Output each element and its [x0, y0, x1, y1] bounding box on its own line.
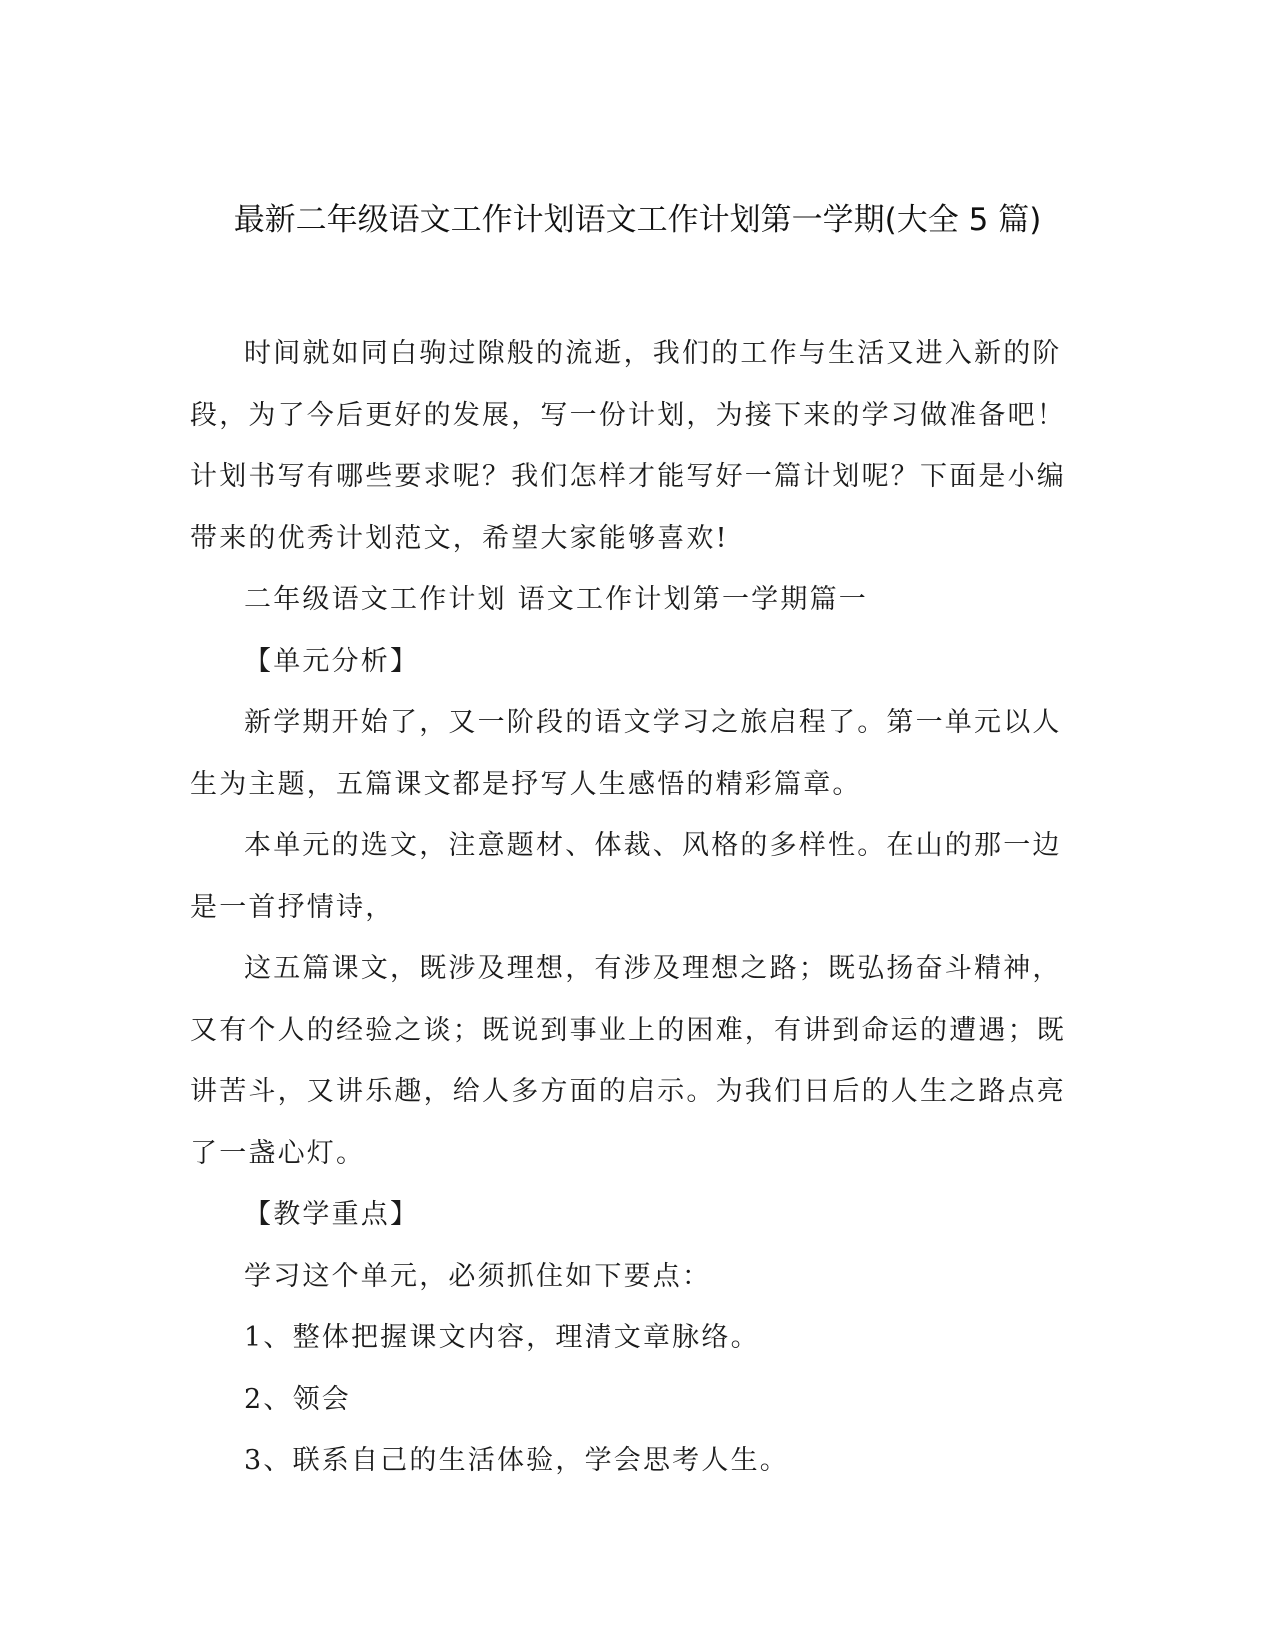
- intro-paragraph: 时间就如同白驹过隙般的流逝，我们的工作与生活又进入新的阶段，为了今后更好的发展，写一份计划，为接下来的学习做准备吧！计划书写有哪些要求呢？我们怎样才能写好一篇计划呢？下面是小编带来的优秀计划范文，希望大家能够喜欢!: [190, 338, 1066, 554]
- body-paragraph: 学习这个单元，必须抓住如下要点：: [244, 1260, 712, 1292]
- document-body: [190, 323, 1080, 1492]
- list-item: 2、领会: [244, 1383, 351, 1415]
- document-title: 最新二年级语文工作计划语文工作计划第一学期(大全 5 篇): [233, 202, 1042, 238]
- section-heading: 二年级语文工作计划 语文工作计划第一学期篇一: [244, 584, 868, 615]
- unit-analysis-heading: 【单元分析】: [244, 645, 420, 677]
- body-paragraph: 这五篇课文，既涉及理想，有涉及理想之路；既弘扬奋斗精神，又有个人的经验之谈；既说到事业上的困难，有讲到命运的遭遇；既讲苦斗，又讲乐趣，给人多方面的启示。为我们日后的人生之路点亮了一盏心灯。: [190, 953, 1066, 1169]
- body-paragraph: 本单元的选文，注意题材、体裁、风格的多样性。在山的那一边是一首抒情诗，: [190, 830, 1062, 923]
- body-paragraph: 新学期开始了，又一阶段的语文学习之旅启程了。第一单元以人生为主题，五篇课文都是抒写人生感悟的精彩篇章。: [190, 707, 1062, 800]
- list-item: 1、整体把握课文内容，理清文章脉络。: [244, 1322, 760, 1353]
- teaching-focus-heading: 【教学重点】: [244, 1199, 420, 1230]
- list-item: 3、联系自己的生活体验，学会思考人生。: [244, 1445, 789, 1476]
